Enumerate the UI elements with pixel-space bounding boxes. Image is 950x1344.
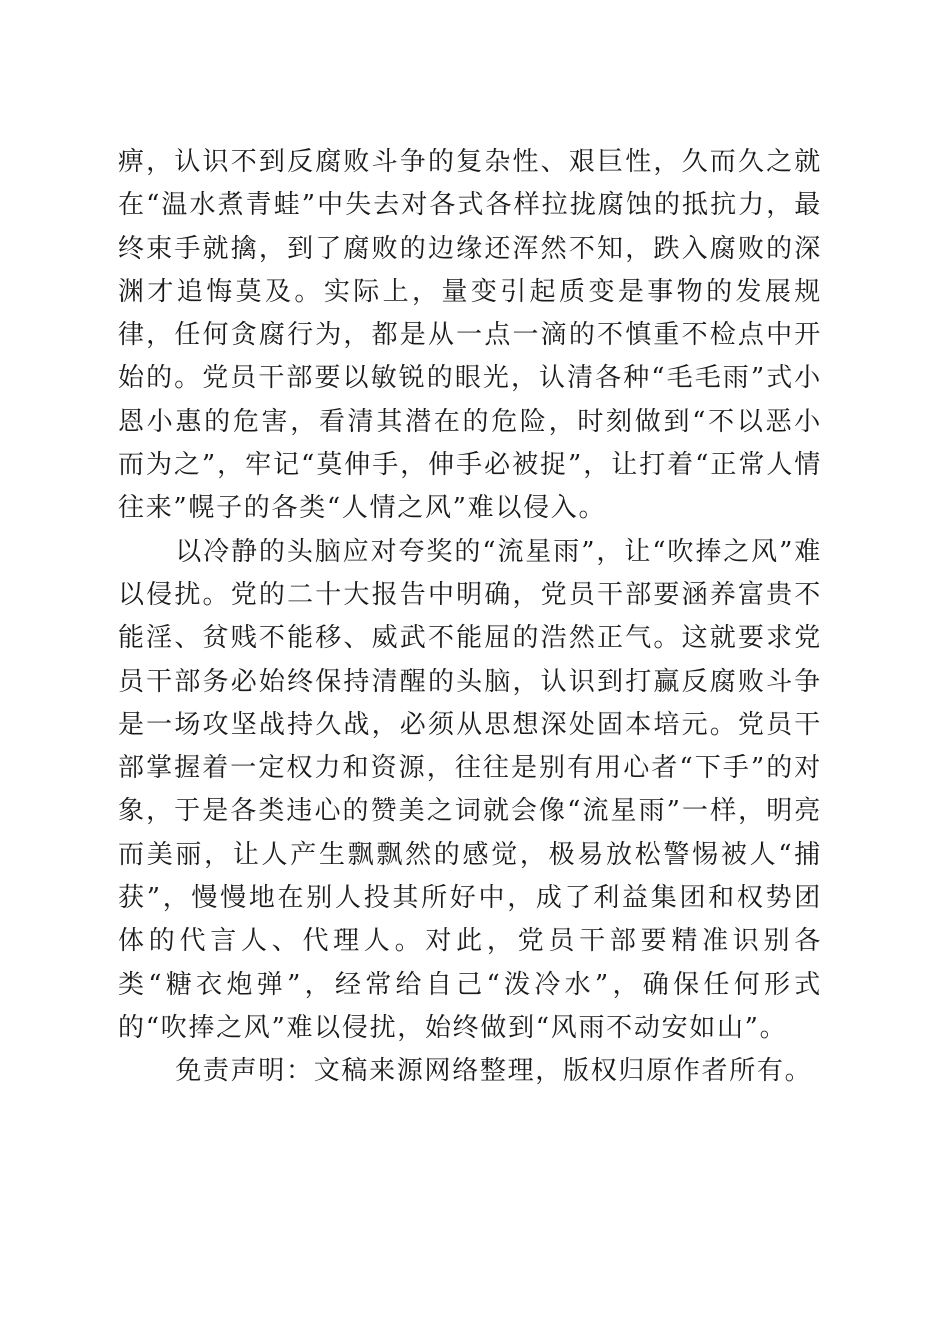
paragraph-praise-wind: 以冷静的头脑应对夸奖的“流星雨”，让“吹捧之风”难以侵扰。党的二十大报告中明确，党员干部要涵养富贵不能淫、贫贱不能移、威武不能屈的浩然正气。这就要求党员干部务必始终保持清醒的头脑，认识到打赢反腐败斗争是一场攻坚战持久战，必须从思想深处固本培元。党员干部掌握着一定权力和资源，往往是别有用心者“下手”的对象，于是各类违心的赞美之词就会像“流星雨”一样，明亮而美丽，让人产生飘飘然的感觉，极易放松警惕被人“捕获”，慢慢地在别人投其所好中，成了利益集团和权势团体的代言人、代理人。对此，党员干部要精准识别各类“糖衣炮弹”，经常给自己“泼冷水”，确保任何形式的“吹捧之风”难以侵扰，始终做到“风雨不动安如山”。	[118, 536, 822, 1043]
paragraph-continuation: 痹，认识不到反腐败斗争的复杂性、艰巨性，久而久之就在“温水煮青蛙”中失去对各式各样拉拢腐蚀的抵抗力，最终束手就擒，到了腐败的边缘还浑然不知，跌入腐败的深渊才追悔莫及。实际上，量变引起质变是事物的发展规律，任何贪腐行为，都是从一点一滴的不慎重不检点中开始的。党员干部要以敏锐的眼光，认清各种“毛毛雨”式小恩小惠的危害，看清其潜在的危险，时刻做到“不以恶小而为之”，牢记“莫伸手，伸手必被捉”，让打着“正常人情往来”幌子的各类“人情之风”难以侵入。	[118, 147, 822, 524]
document-body	[118, 141, 822, 1094]
disclaimer-text: 免责声明：文稿来源网络整理，版权归原作者所有。	[175, 1056, 813, 1087]
